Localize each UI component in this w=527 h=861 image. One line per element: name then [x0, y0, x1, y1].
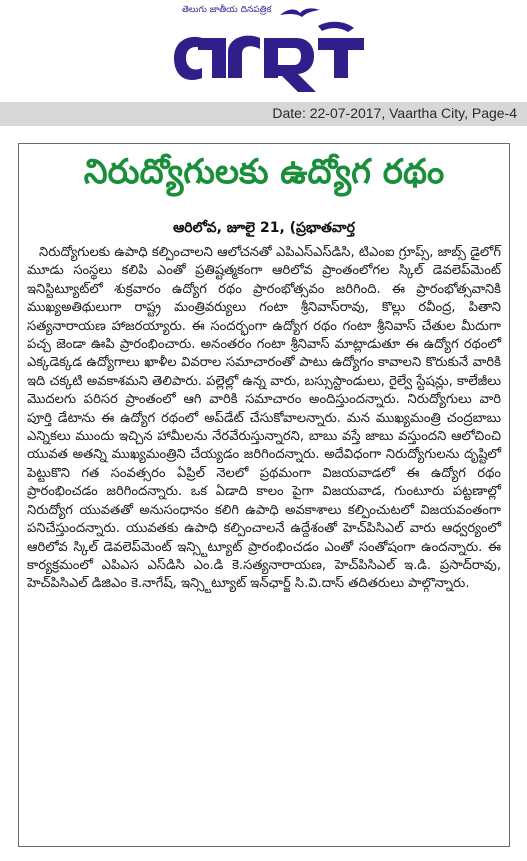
- article-clipping: [18, 143, 510, 847]
- logo-wordmark: [168, 18, 368, 96]
- article-byline: ఆరిలోవ, జూలై 21, (ప్రభాతవార్త: [173, 220, 355, 236]
- article-body: [27, 244, 501, 594]
- dateline: Date: 22-07-2017, Vaartha City, Page-4: [272, 105, 517, 121]
- vaartha-logo: [168, 4, 368, 98]
- masthead: [0, 0, 527, 100]
- dateline-bar: [0, 102, 527, 126]
- article-paragraph: నిరుద్యోగులకు ఉపాధి కల్పించాలని ఆలోచనతో ఎపిఎస్ఎస్‌డిసి, టిఎంఐ గ్రూప్స్, జాబ్స్ డైలోగ్ మూడు సంస్థలు కలిపి ఎంతో ప్రతిష్టత్మకంగా ఆరిలోవ ప్రాంతంలోగల స్కిల్ డెవలెప్‌మెంట్ ఇనిస్టిట్యూట్‌లో శుక్రవారం ఉద్యోగ రథం ప్రారంభోత్సవం జరిగింది. ఈ ప్రారంభోత్సవానికి ముఖ్యఅతిథులుగా రాష్ట్ర మంత్రివర్యులు గంటా శ్రీనివాస్‌రావు, కొల్లు రవీంద్ర, పితాని సత్యనారాయణ హాజరయ్యారు. ఈ సందర్భంగా ఉద్యోగ రథం గంటా శ్రీనివాస్ చేతుల మీదుగా పచ్చ జెండా ఊపి ప్రారంభించారు. అనంతరం గంటా శ్రీనివాస్ మాట్లాడుతూ ఈ ఉద్యోగ రథంలో ఎక్కడెక్కడ ఉద్యోగాలు ఖాళీల వివరాల సమాచారంతో పాటు ఉద్యోగం కావాలని కొరుకునే వారికి ఇది చక్కటి అవకాశమని తెలిపారు. పల్లెల్లో ఉన్న వారు, బస్సుస్టాండులు, రైల్వే స్టేషన్లు, కాలేజీలు మొదలగు పరిసర ప్రాంతంలో ఆగి వారికి సమాచారం అందిస్తుందన్నారు. నిరుద్యోగులు వారి పూర్తి డేటాను ఈ ఉద్యోగ రథంలో అప్‌డేట్ చేసుకోవాలన్నారు. మన ముఖ్యమంత్రి చంద్రబాబు ఎన్నికలు ముందు ఇచ్చిన హామీలను నేరవేరుస్తున్నారని, బాబు వస్తే జాబు వస్తుందని ఆలోచించి యువత అతన్ని ముఖ్యమంత్రిని చేయ్యడం జరిగిందన్నారు. అదేవిధంగా నిరుద్యోగులను దృష్టిలో పెట్టుకొని గత సంవత్సరం ఏప్రిల్ నెలలో ప్రథమంగా విజయవాడలో ఈ ఉద్యోగ రథం ప్రారంభించడం జరిగిందన్నారు. ఒక ఏడాది కాలం పైగా విజయవాడ, గుంటూరు పట్టణాల్లో నిరుద్యోగ యువతతో అనుసంధానం కలిగి ఉపాధి అవకాశాలు కల్పించుటలో విజయవంతంగా పనిచేస్తుందన్నారు. యువతకు ఉపాధి కల్పించాలనే ఉద్దేశంతో హెచ్‌పిసిఎల్ వారు ఆధ్వర్యంలో ఆరిలోవ స్కిల్ డెవలెప్‌మెంట్ ఇన్స్టిట్యూట్ ప్రారంభించడం ఎంతో సంతోషంగా ఉందన్నారు. ఈ కార్యక్రమంలో ఎపిఎస ఎస్‌డిసి ఎం.డి కె.సత్యనారాయణ, హెచ్‌పిసిఎల్ ఇ.డి. ప్రసాద్‌రావు, హెచ్‌పిసిఎల్ డిజిఎం కె.నాగేష్, ఇన్స్టిట్యూట్ ఇన్‌ఛార్జ్ సి.వి.దాస్ తదితరులు పాల్గొన్నారు.: [27, 245, 501, 592]
- logo-tagline: తెలుగు జాతీయ దినపత్రిక: [182, 5, 272, 15]
- logo-text: [168, 4, 169, 5]
- article-headline: నిరుద్యోగులకు ఉద్యోగ రథం: [83, 152, 445, 192]
